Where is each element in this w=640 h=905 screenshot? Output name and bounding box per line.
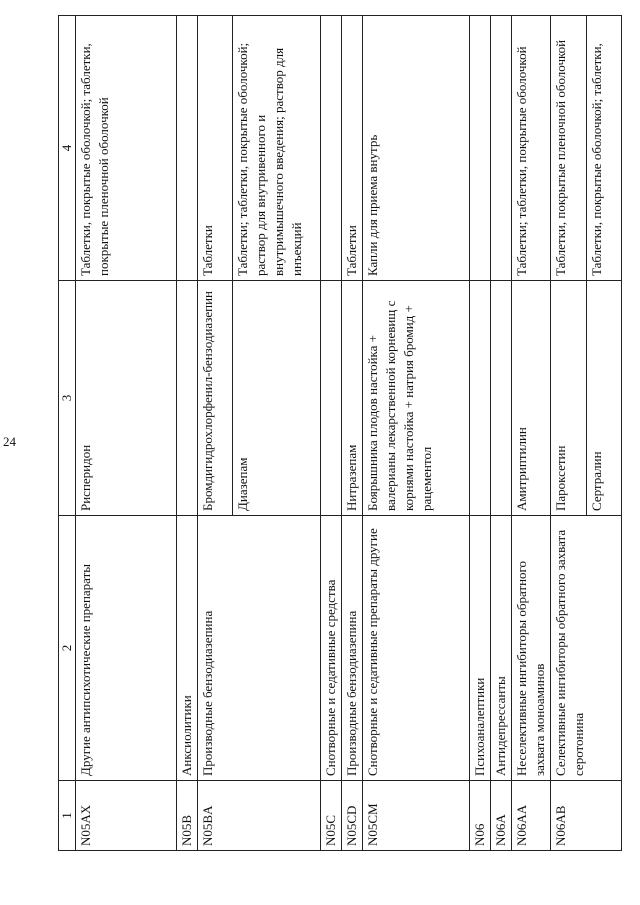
table-row — [551, 16, 587, 851]
group-name: Снотворные и седативные препараты другие — [363, 516, 470, 781]
table-row — [342, 16, 363, 851]
page-number: 24 — [3, 434, 16, 449]
group-name: Антидепрессанты — [491, 516, 512, 781]
header-row — [59, 16, 76, 851]
drug-name: Сертралин — [587, 281, 622, 516]
dosage-form — [470, 16, 491, 281]
dosage-form — [177, 16, 198, 281]
table-row — [470, 16, 491, 851]
dosage-form: Таблетки; таблетки, покрытые оболочкой; раствор для внутривенного и внутримышечного введения; раствор для инъекций — [233, 16, 321, 281]
dosage-form: Таблетки, покрытые оболочкой; таблетки, — [587, 16, 622, 281]
drug-table — [58, 15, 622, 851]
dosage-form: Таблетки, покрытые пленочной оболочкой — [551, 16, 587, 281]
group-name: Производные бензодиазепина — [342, 516, 363, 781]
group-name: Психоаналептики — [470, 516, 491, 781]
table-row — [198, 16, 233, 851]
drug-name: Амитриптилин — [512, 281, 551, 516]
dosage-form: Капли для приема внутрь — [363, 16, 470, 281]
group-name: Снотворные и седативные средства — [321, 516, 342, 781]
group-name: Неселективные ингибиторы обратного захвата моноаминов — [512, 516, 551, 781]
atc-code: N05BA — [198, 781, 321, 851]
group-name: Другие антипсихотические препараты — [76, 516, 177, 781]
group-name: Анксиолитики — [177, 516, 198, 781]
atc-code: N05B — [177, 781, 198, 851]
drug-name: Боярышника плодов настойка + валерианы лекарственной корневищ с корнями настойка + натрия бромид + рацементол — [363, 281, 470, 516]
table-row — [512, 16, 551, 851]
drug-table-rotated — [58, 16, 604, 851]
atc-code: N05AX — [76, 781, 177, 851]
header-col-4: 4 — [59, 16, 76, 281]
drug-name: Бромдигидрохлорфенил-бензодиазепин — [198, 281, 233, 516]
drug-name: Диазепам — [233, 281, 321, 516]
table-row — [76, 16, 177, 851]
atc-code: N05C — [321, 781, 342, 851]
dosage-form: Таблетки — [198, 16, 233, 281]
table-row — [321, 16, 342, 851]
drug-name: Рисперидон — [76, 281, 177, 516]
table-row — [363, 16, 470, 851]
atc-code: N05CM — [363, 781, 470, 851]
atc-code: N06AB — [551, 781, 622, 851]
atc-code: N06A — [491, 781, 512, 851]
group-name: Селективные ингибиторы обратного захвата серотонина — [551, 516, 622, 781]
drug-name — [470, 281, 491, 516]
table-row — [491, 16, 512, 851]
header-col-1: 1 — [59, 781, 76, 851]
header-col-2: 2 — [59, 516, 76, 781]
drug-name — [177, 281, 198, 516]
atc-code: N06AA — [512, 781, 551, 851]
table-row — [177, 16, 198, 851]
atc-code: N05CD — [342, 781, 363, 851]
dosage-form: Таблетки, покрытые оболочкой; таблетки, покрытые пленочной оболочкой — [76, 16, 177, 281]
dosage-form: Таблетки; таблетки, покрытые оболочкой — [512, 16, 551, 281]
drug-name — [321, 281, 342, 516]
header-col-3: 3 — [59, 281, 76, 516]
drug-name: Пароксетин — [551, 281, 587, 516]
atc-code: N06 — [470, 781, 491, 851]
dosage-form: Таблетки — [342, 16, 363, 281]
group-name: Производные бензодиазепина — [198, 516, 321, 781]
drug-name: Нитразепам — [342, 281, 363, 516]
drug-name — [491, 281, 512, 516]
dosage-form — [321, 16, 342, 281]
dosage-form — [491, 16, 512, 281]
